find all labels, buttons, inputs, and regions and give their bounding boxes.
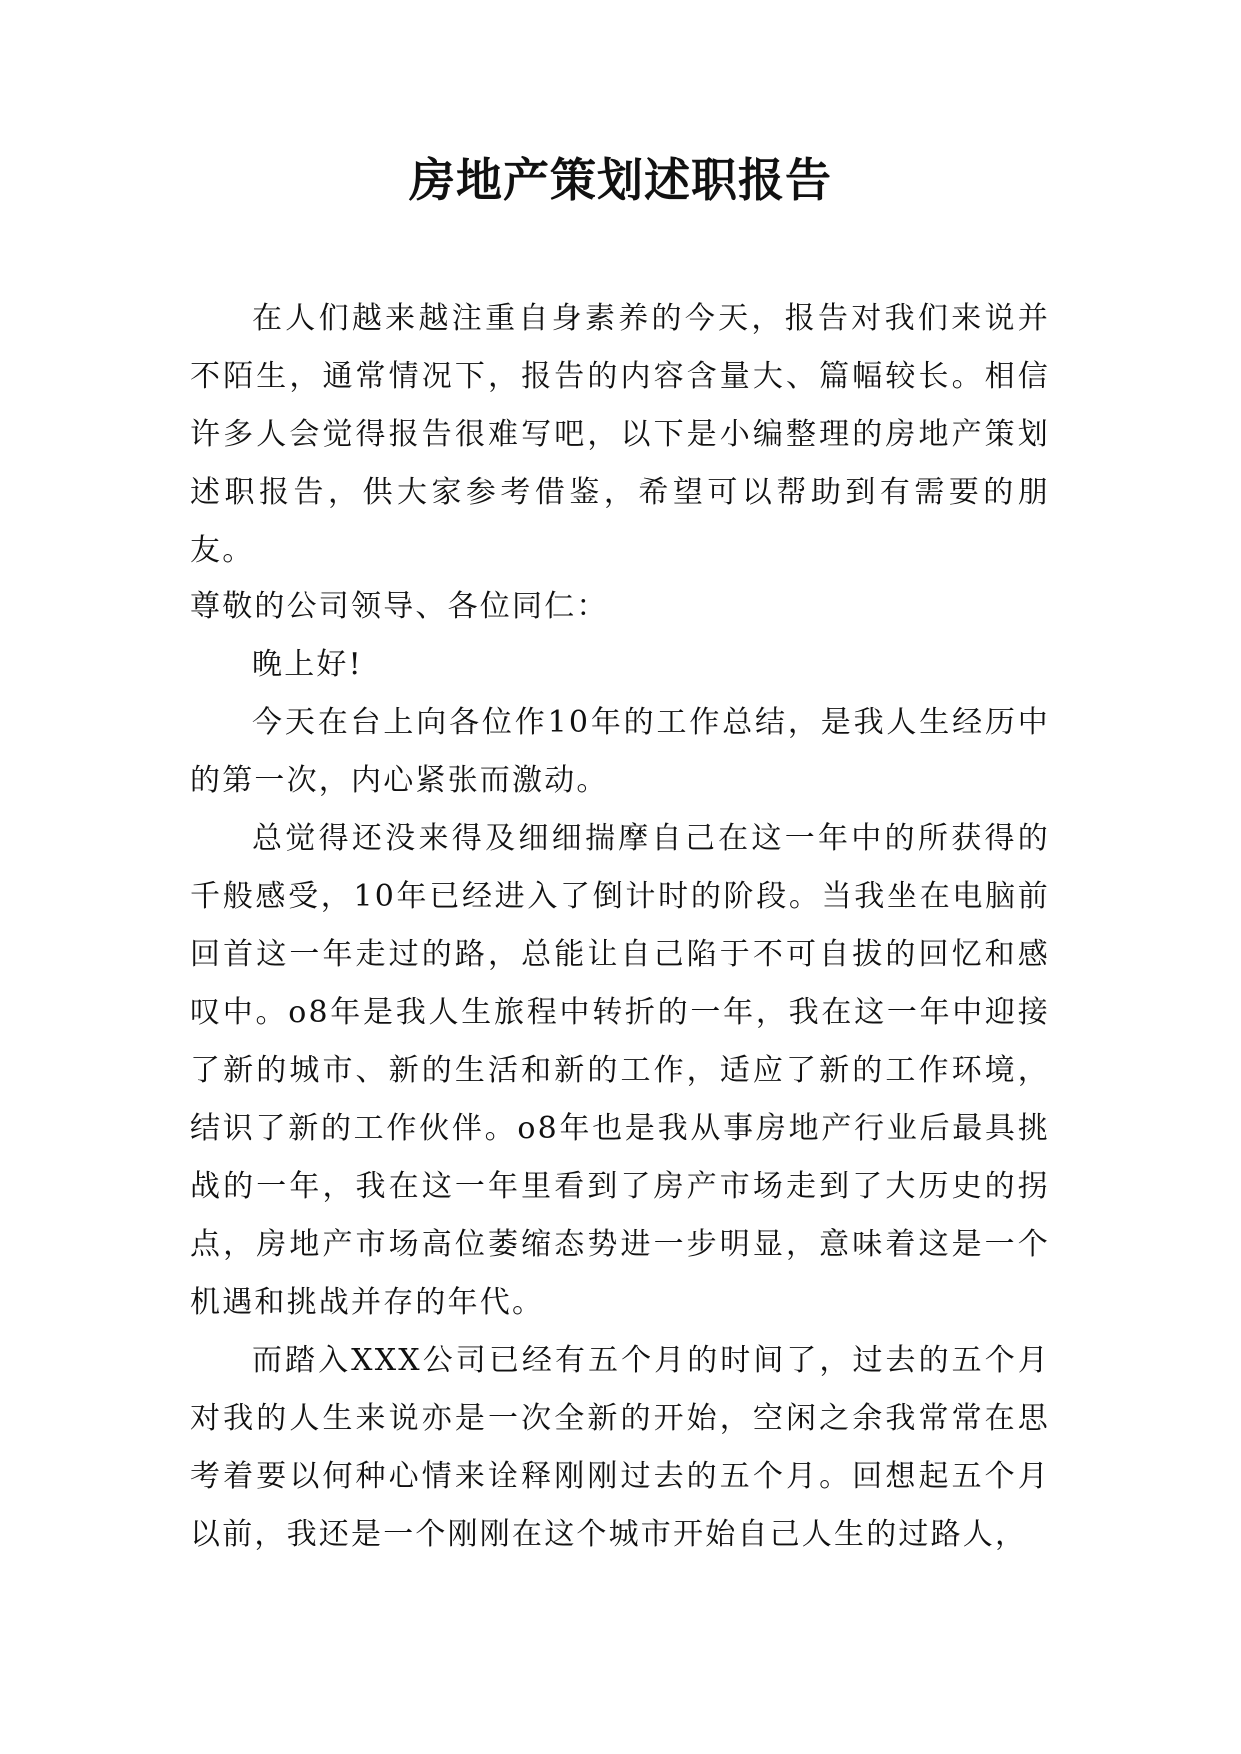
document-title: 房地产策划述职报告 [409, 153, 832, 207]
body-paragraph: 而踏入XXX公司已经有五个月的时间了，过去的五个月对我的人生来说亦是一次全新的开始，空闲之余我常常在思考着要以何种心情来诠释刚刚过去的五个月。回想起五个月以前，我还是一个刚刚在这个城市开始自己人生的过路人， [190, 1343, 1050, 1552]
intro-paragraph: 在人们越来越注重自身素养的今天，报告对我们来说并不陌生，通常情况下，报告的内容含量大、篇幅较长。相信许多人会觉得报告很难写吧，以下是小编整理的房地产策划述职报告，供大家参考借鉴，希望可以帮助到有需要的朋友。 [190, 301, 1050, 568]
body-paragraph: 今天在台上向各位作10年的工作总结，是我人生经历中的第一次，内心紧张而激动。 [190, 705, 1050, 798]
body-paragraph: 总觉得还没来得及细细揣摩自己在这一年中的所获得的千般感受，10年已经进入了倒计时的阶段。当我坐在电脑前回首这一年走过的路，总能让自己陷于不可自拔的回忆和感叹中。o8年是我人生旅程中转折的一年，我在这一年中迎接了新的城市、新的生活和新的工作，适应了新的工作环境，结识了新的工作伙伴。o8年也是我从事房地产行业后最具挑战的一年，我在这一年里看到了房产市场走到了大历史的拐点，房地产市场高位萎缩态势进一步明显，意味着这是一个机遇和挑战并存的年代。 [190, 821, 1050, 1320]
salutation-line: 晚上好! [252, 647, 363, 682]
greeting-line: 尊敬的公司领导、各位同仁： [190, 589, 609, 624]
